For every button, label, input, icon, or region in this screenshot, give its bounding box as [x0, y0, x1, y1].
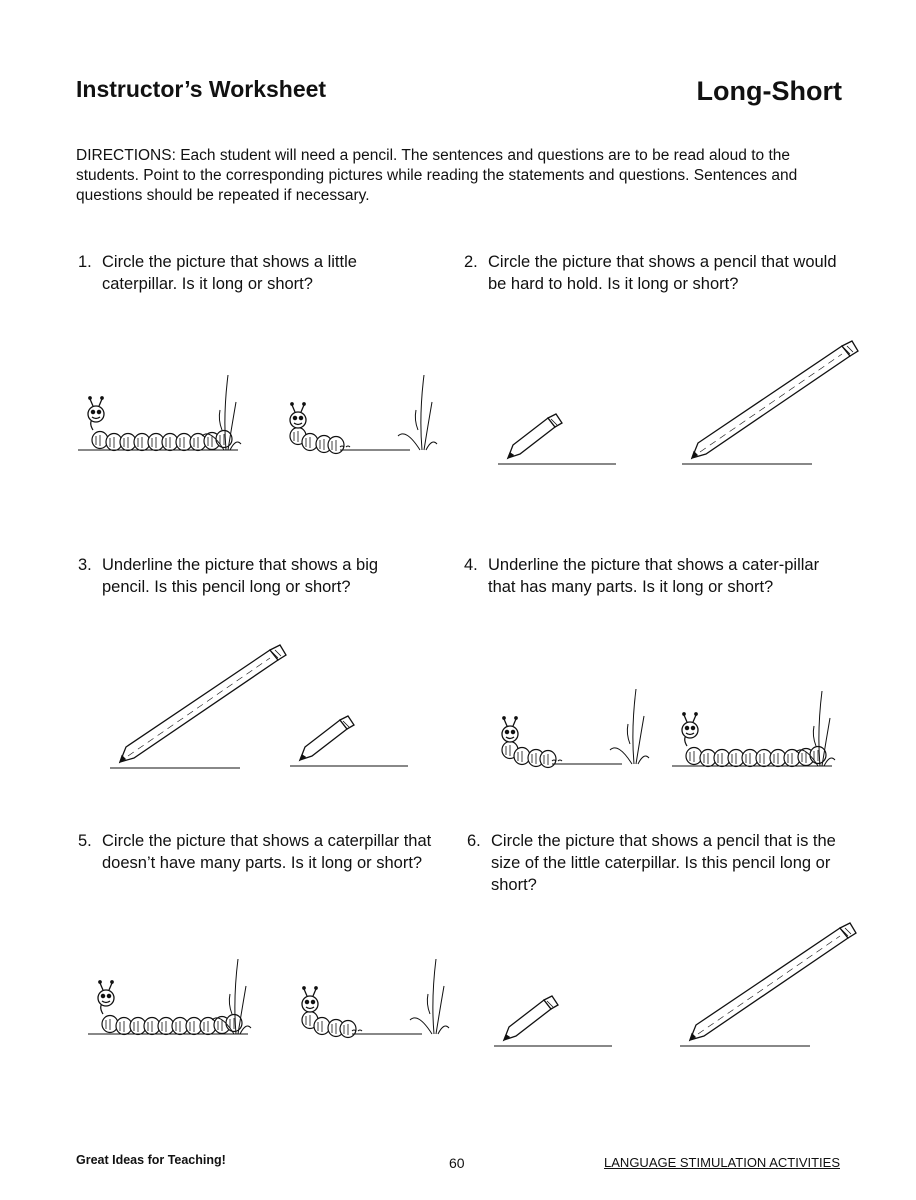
short-caterpillar-q4 [502, 689, 649, 768]
question-3-number: 3. [78, 556, 92, 574]
long-caterpillar-q4 [672, 691, 835, 767]
footer-publisher: Great Ideas for Teaching! [76, 1153, 226, 1167]
short-pencil-q6 [494, 996, 612, 1046]
long-caterpillar-q5 [88, 959, 251, 1035]
long-pencil-q2 [682, 341, 858, 464]
question-1-text: Circle the picture that shows a little caterpillar. Is it long or short? [102, 253, 357, 293]
question-4-text: Underline the picture that shows a cater-pillar that has many parts. Is it long or short? [488, 556, 820, 596]
long-caterpillar-q1 [78, 375, 241, 451]
short-caterpillar-q1 [290, 375, 437, 454]
question-2-number: 2. [464, 253, 478, 271]
question-6-text: Circle the picture that shows a pencil that is the size of the little caterpillar. Is this pencil long or short? [491, 832, 836, 894]
short-pencil-q3 [290, 716, 408, 766]
directions-text: DIRECTIONS: Each student will need a pencil. The sentences and questions are to be read aloud to the students. Point to the corresponding pictures while reading the statements and questions. Sentences and questions should be repeated if necessary. [76, 147, 798, 204]
question-3-text: Underline the picture that shows a big pencil. Is this pencil long or short? [102, 556, 379, 596]
question-1-number: 1. [78, 253, 92, 271]
footer-series: LANGUAGE STIMULATION ACTIVITIES [604, 1155, 840, 1170]
short-caterpillar-q5 [302, 959, 449, 1038]
short-pencil-q2 [498, 414, 616, 464]
question-2-text: Circle the picture that shows a pencil that would be hard to hold. Is it long or short? [488, 253, 837, 293]
long-pencil-q6 [680, 923, 856, 1046]
question-6-number: 6. [467, 832, 481, 850]
page-number: 60 [449, 1155, 465, 1171]
worksheet-title: Instructor’s Worksheet [76, 76, 327, 102]
question-5-number: 5. [78, 832, 92, 850]
question-4-number: 4. [464, 556, 478, 574]
worksheet-topic: Long-Short [696, 76, 842, 106]
long-pencil-q3 [110, 645, 286, 768]
question-5-text: Circle the picture that shows a caterpillar that doesn’t have many parts. Is it long or short? [102, 832, 432, 872]
